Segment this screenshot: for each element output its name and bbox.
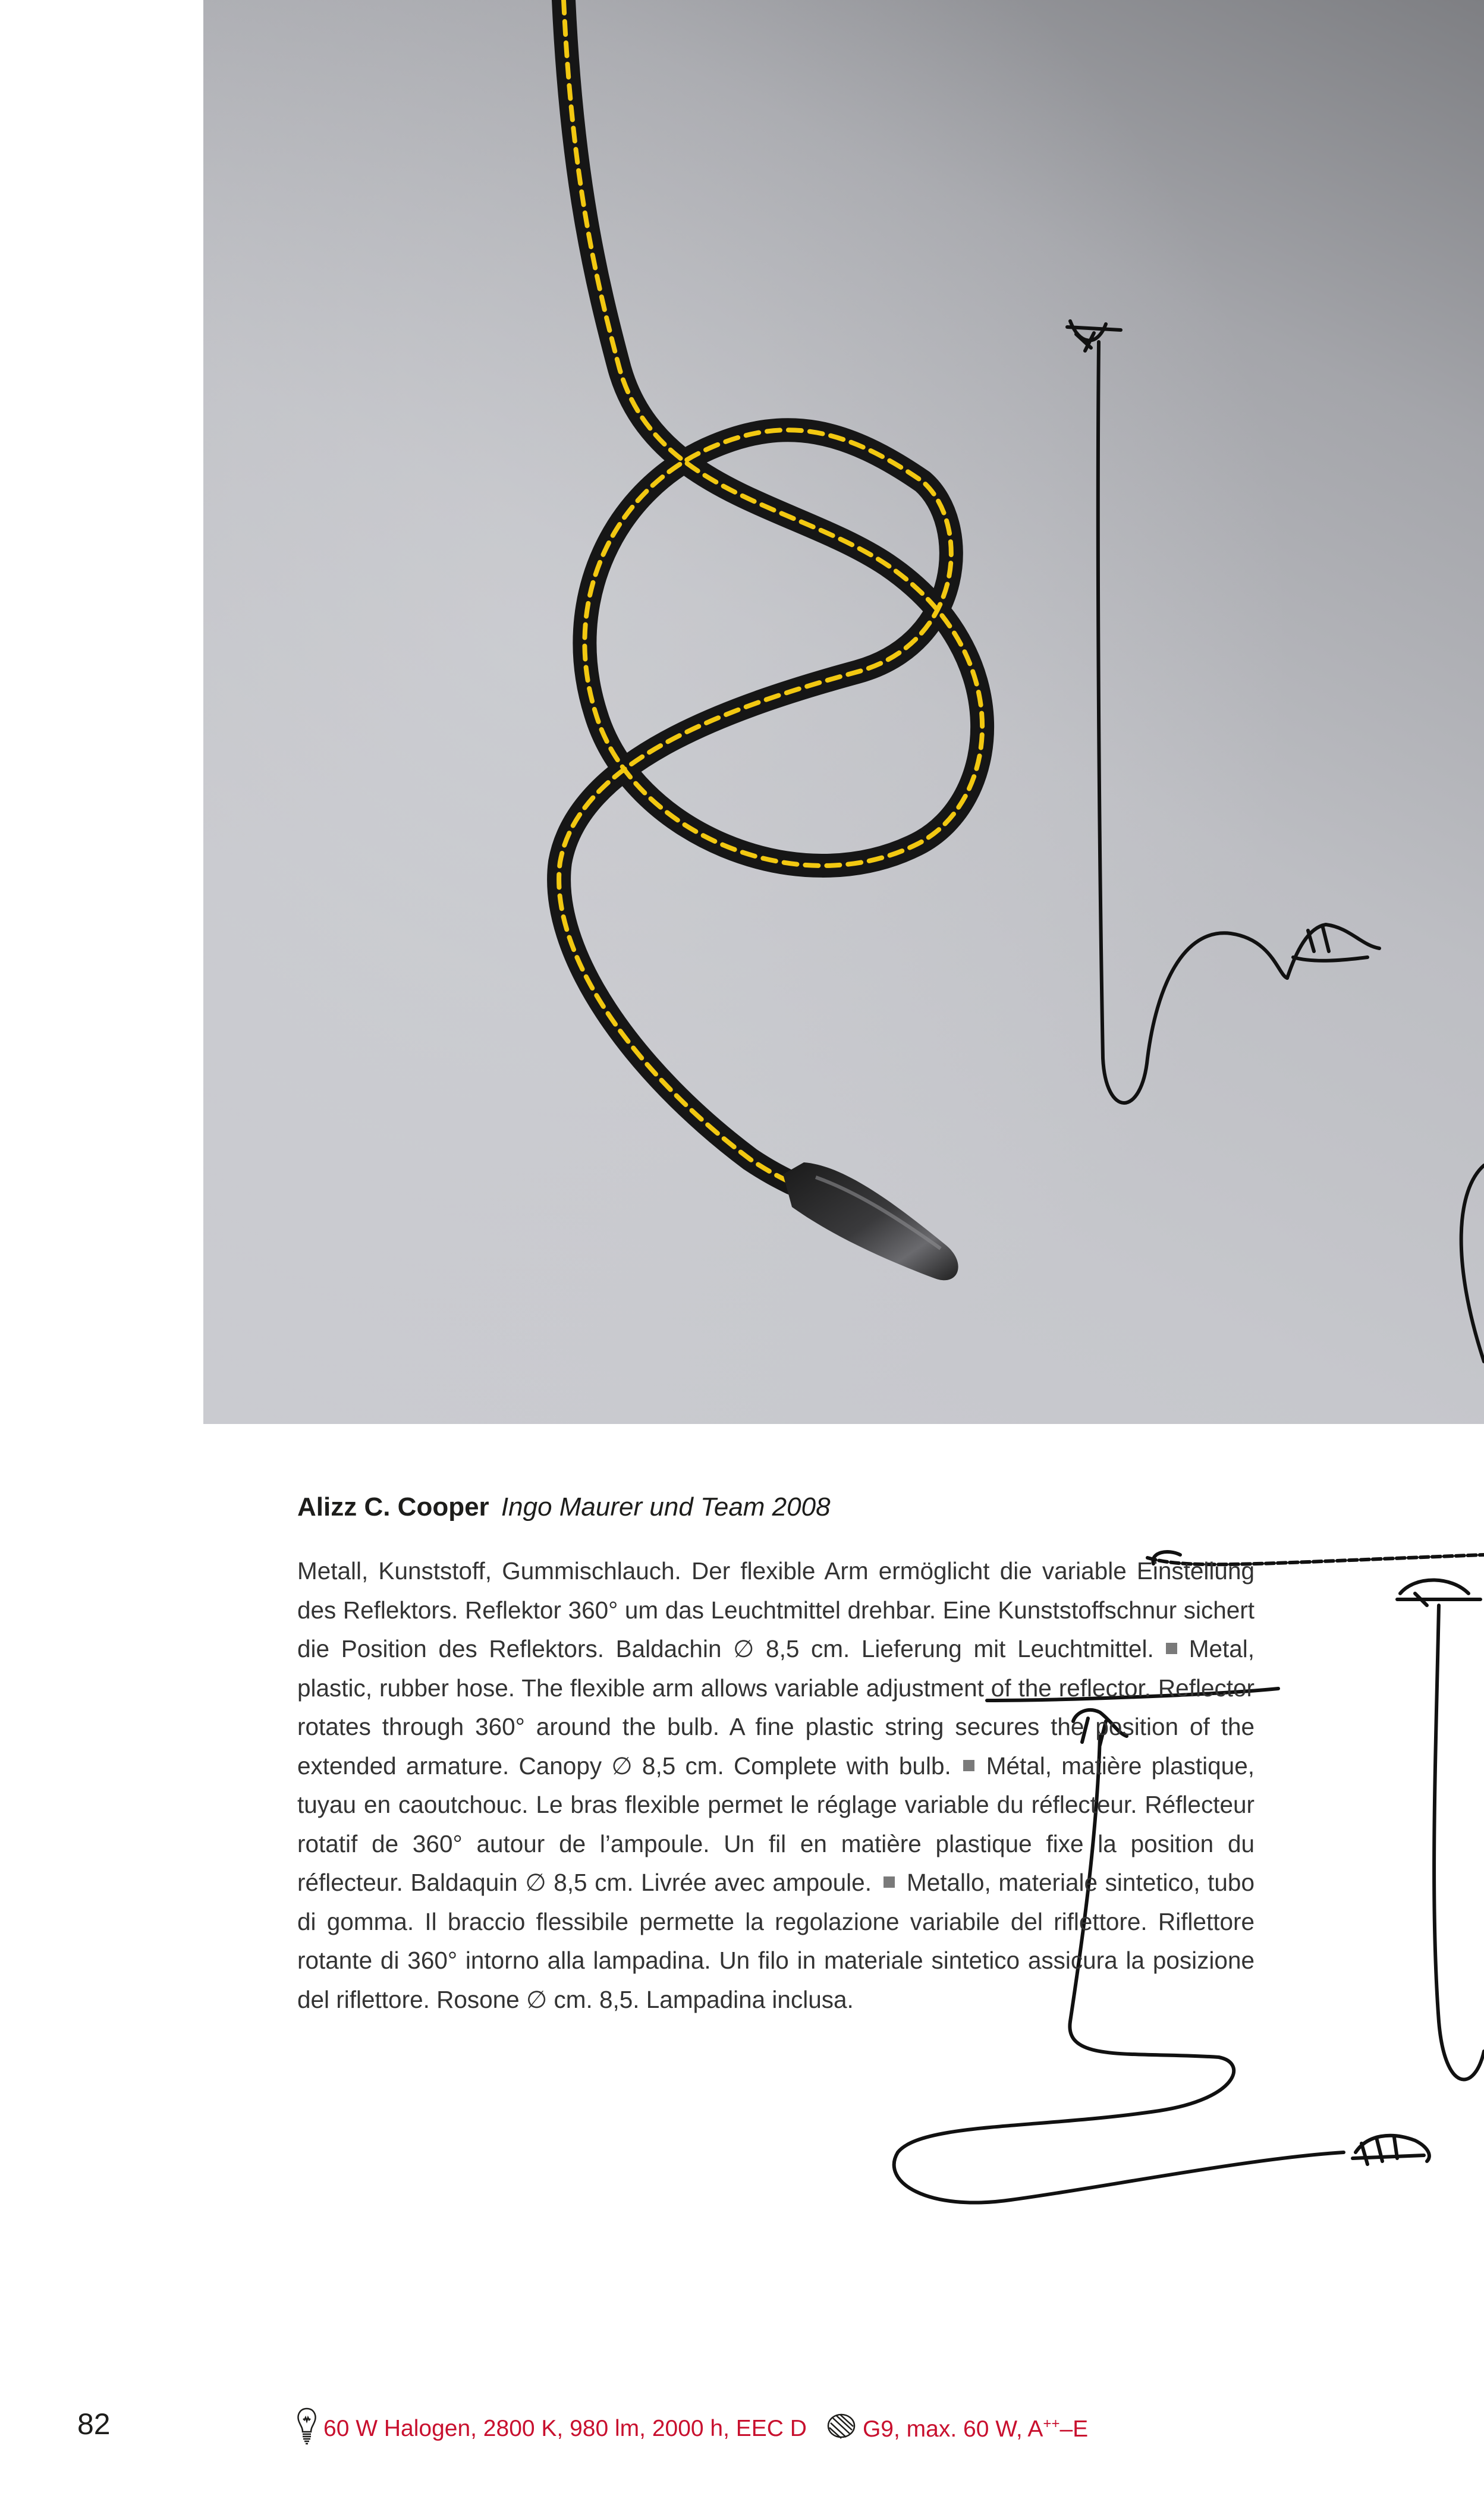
product-heading — [297, 1492, 831, 1522]
product-description — [297, 1552, 1255, 2019]
product-designer: Ingo Maurer und Team 2008 — [501, 1492, 831, 1522]
page-number: 82 — [77, 2407, 111, 2441]
bulb-spec: 60 W Halogen, 2800 K, 980 lm, 2000 h, EEC D — [323, 2416, 807, 2441]
description-french: Métal, matière plastique, tuyau en caoutchouc. Le bras flexible permet le réglage variable du réflecteur. Réflecteur rotatif de 360° autour de l’ampoule. Un fil en matière plastique fixe la position du réflecteur. Baldaquin ∅ 8,5 cm. Livrée avec ampoule. — [297, 1752, 1255, 1896]
socket-icon — [826, 2411, 857, 2447]
description-english: Metal, plastic, rubber hose. The flexible arm allows variable adjustment of the reflector. Reflector rotates through 360° around the bulb. A fine plastic string secures the position of the extended armature. Canopy ∅ 8,5 cm. Complete with bulb. — [297, 1635, 1255, 1780]
square-separator-icon — [963, 1760, 974, 1771]
socket-spec: G9, max. 60 W, A++–E — [862, 2415, 1089, 2442]
technical-specs-footer — [296, 2408, 1088, 2450]
product-name: Alizz C. Cooper — [297, 1492, 489, 1522]
square-separator-icon — [884, 1876, 895, 1888]
product-photo — [203, 0, 1484, 1424]
light-bulb-icon — [296, 2407, 317, 2451]
square-separator-icon — [1166, 1643, 1177, 1654]
description-italian: Metallo, materiale sintetico, tubo di gomma. Il braccio flessibile permette la regolazione variabile del riflettore. Riflettore rotante di 360° intorno alla lampadina. Un filo in materiale sintetico assicura la posizione del riflettore. Rosone ∅ cm. 8,5. Lampadina inclusa. — [297, 1869, 1255, 2013]
description-german: Metall, Kunststoff, Gummischlauch. Der flexible Arm ermöglicht die variable Einstellung des Reflektors. Reflektor 360° um das Leuchtmittel drehbar. Eine Kunststoffschnur sichert die Position des Reflektors. Baldachin ∅ 8,5 cm. Lieferung mit Leuchtmittel. — [297, 1557, 1255, 1662]
